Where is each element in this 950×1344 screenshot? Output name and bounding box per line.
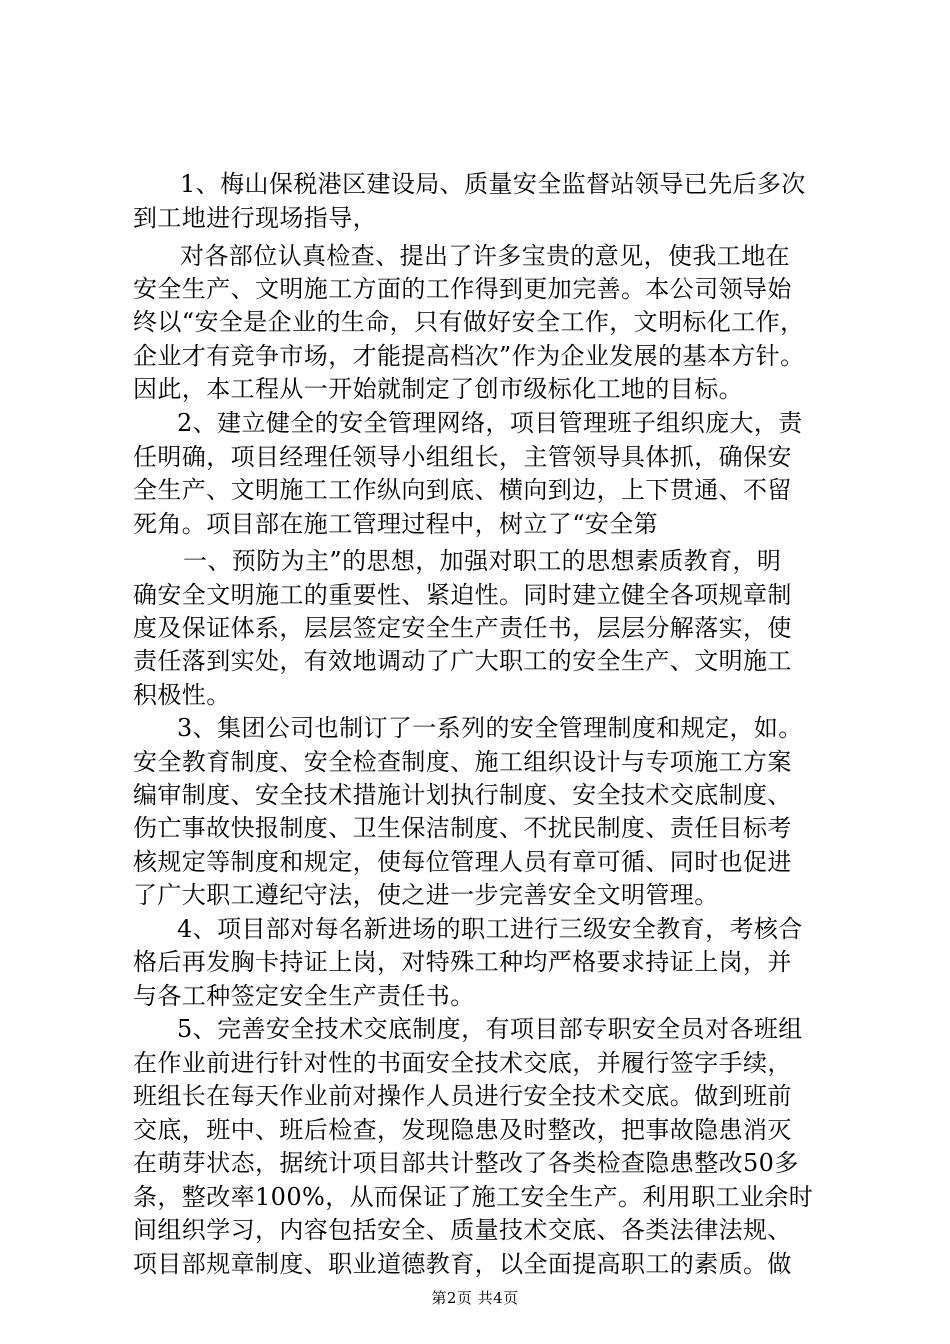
text-line-11: 死角。项目部在施工管理过程中，树立了“安全第 bbox=[133, 510, 659, 538]
text-line-28: 班组长在每天作业前对操作人员进行安全技术交底。做到班前 bbox=[133, 1082, 792, 1110]
text-line-20: 伤亡事故快报制度、卫生保洁制度、不扰民制度、责任目标考 bbox=[133, 814, 792, 842]
text-line-8: 2、建立健全的安全管理网络，项目管理班子组织庞大，责 bbox=[177, 409, 803, 437]
text-line-19: 编审制度、安全技术措施计划执行制度、安全技术交底制度、 bbox=[133, 781, 792, 809]
text-line-25: 与各工种签定安全生产责任书。 bbox=[133, 982, 475, 1010]
text-line-6: 企业才有竞争市场，才能提高档次”作为企业发展的基本方针。 bbox=[133, 342, 805, 370]
text-line-10: 全生产、文明施工工作纵向到底、横向到边，上下贯通、不留 bbox=[133, 476, 792, 504]
text-line-21: 核规定等制度和规定，使每位管理人员有章可循、同时也促进 bbox=[133, 848, 792, 876]
text-line-7: 因此，本工程从一开始就制定了创市级标化工地的目标。 bbox=[133, 375, 743, 403]
text-line-4: 安全生产、文明施工方面的工作得到更加完善。本公司领导始 bbox=[133, 275, 792, 303]
text-line-32: 间组织学习，内容包括安全、质量技术交底、各类法律法规、 bbox=[133, 1216, 792, 1244]
text-line-12: 一、预防为主”的思想，加强对职工的思想素质教育，明 bbox=[183, 547, 782, 575]
text-line-18: 安全教育制度、安全检查制度、施工组织设计与专项施工方案 bbox=[133, 748, 792, 776]
text-line-16: 积极性。 bbox=[133, 681, 231, 709]
text-line-2: 到工地进行现场指导， bbox=[133, 204, 377, 232]
text-line-9: 任明确，项目经理任领导小组组长，主管领导具体抓，确保安 bbox=[133, 443, 792, 471]
text-line-14: 度及保证体系，层层签定安全生产责任书，层层分解落实，使 bbox=[133, 614, 792, 642]
text-line-15: 责任落到实处，有效地调动了广大职工的安全生产、文明施工 bbox=[133, 647, 792, 675]
text-line-27: 在作业前进行针对性的书面安全技术交底，并履行签字手续， bbox=[133, 1049, 792, 1077]
text-line-29: 交底，班中、班后检查，发现隐患及时整改，把事故隐患消灭 bbox=[133, 1116, 792, 1144]
text-line-23: 4、项目部对每名新进场的职工进行三级安全教育，考核合 bbox=[177, 915, 803, 943]
text-line-33: 项目部规章制度、职业道德教育，以全面提高职工的素质。做 bbox=[133, 1250, 792, 1278]
text-line-24: 格后再发胸卡持证上岗，对特殊工种均严格要求持证上岗，并 bbox=[133, 948, 792, 976]
text-line-31: 条，整改率100%，从而保证了施工安全生产。利用职工业余时 bbox=[133, 1183, 814, 1211]
text-line-30: 在萌芽状态，据统计项目部共计整改了各类检查隐患整改50多 bbox=[133, 1149, 799, 1177]
text-line-22: 了广大职工遵纪守法，使之进一步完善安全文明管理。 bbox=[133, 881, 719, 909]
text-line-3: 对各部位认真检查、提出了许多宝贵的意见，使我工地在 bbox=[180, 242, 790, 270]
text-line-26: 5、完善安全技术交底制度，有项目部专职安全员对各班组 bbox=[177, 1015, 803, 1043]
text-line-17: 3、集团公司也制订了一系列的安全管理制度和规定，如。 bbox=[177, 714, 803, 742]
text-line-1: 1、梅山保税港区建设局、质量安全监督站领导已先后多次 bbox=[180, 170, 806, 198]
page-footer: 第2页 共4页 bbox=[431, 1289, 519, 1307]
text-line-13: 确安全文明施工的重要性、紧迫性。同时建立健全各项规章制 bbox=[133, 581, 792, 609]
text-line-5: 终以“安全是企业的生命，只有做好安全工作，文明标化工作， bbox=[133, 308, 805, 336]
